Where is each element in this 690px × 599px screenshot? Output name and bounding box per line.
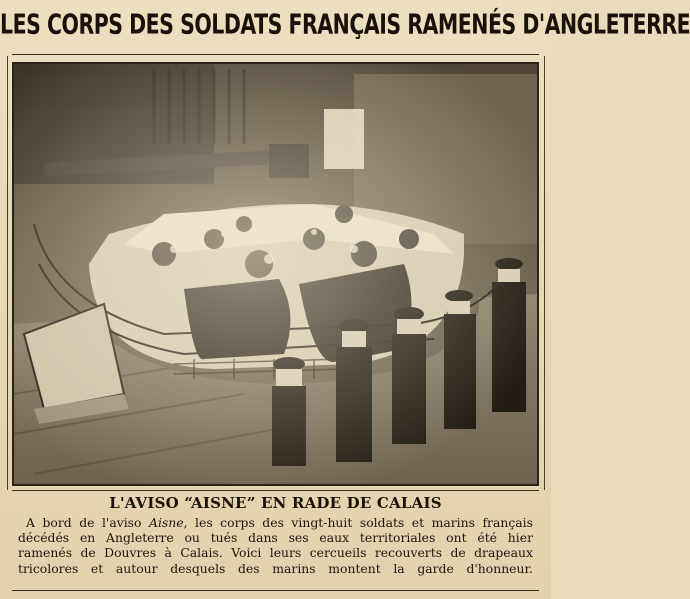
caption-line-3: ramenés de Douvres à Calais. Voici leurs cercueils recouverts de drapeaux: [18, 545, 533, 561]
caption-ship-name: Aisne: [149, 515, 184, 530]
bottom-rule: [12, 590, 539, 591]
caption-line-1-end: , les corps des vingt-huit soldats et marins français: [183, 515, 533, 530]
photo-illustration: [14, 64, 537, 484]
top-rule: [12, 54, 539, 55]
news-photo: [12, 62, 539, 486]
caption-line-1-start: A bord de l'aviso: [26, 515, 149, 530]
caption-line-2: décédés en Angleterre ou tués dans ses eaux territoriales ont été hier: [18, 530, 533, 546]
right-rule: [544, 56, 545, 490]
caption-body: [18, 515, 533, 576]
caption-line-1: [18, 515, 533, 530]
left-rule: [7, 56, 8, 490]
photo-bottom-rule: [12, 490, 539, 491]
photo-glow: [14, 64, 537, 484]
caption-title: L'AVISO “AISNE” EN RADE DE CALAIS: [109, 494, 442, 512]
caption-line-4: tricolores et autour desquels des marins montent la garde d'honneur.: [18, 560, 533, 576]
headline: LES CORPS DES SOLDATS FRANÇAIS RAMENÉS D'ANGLETERRE: [0, 8, 690, 41]
